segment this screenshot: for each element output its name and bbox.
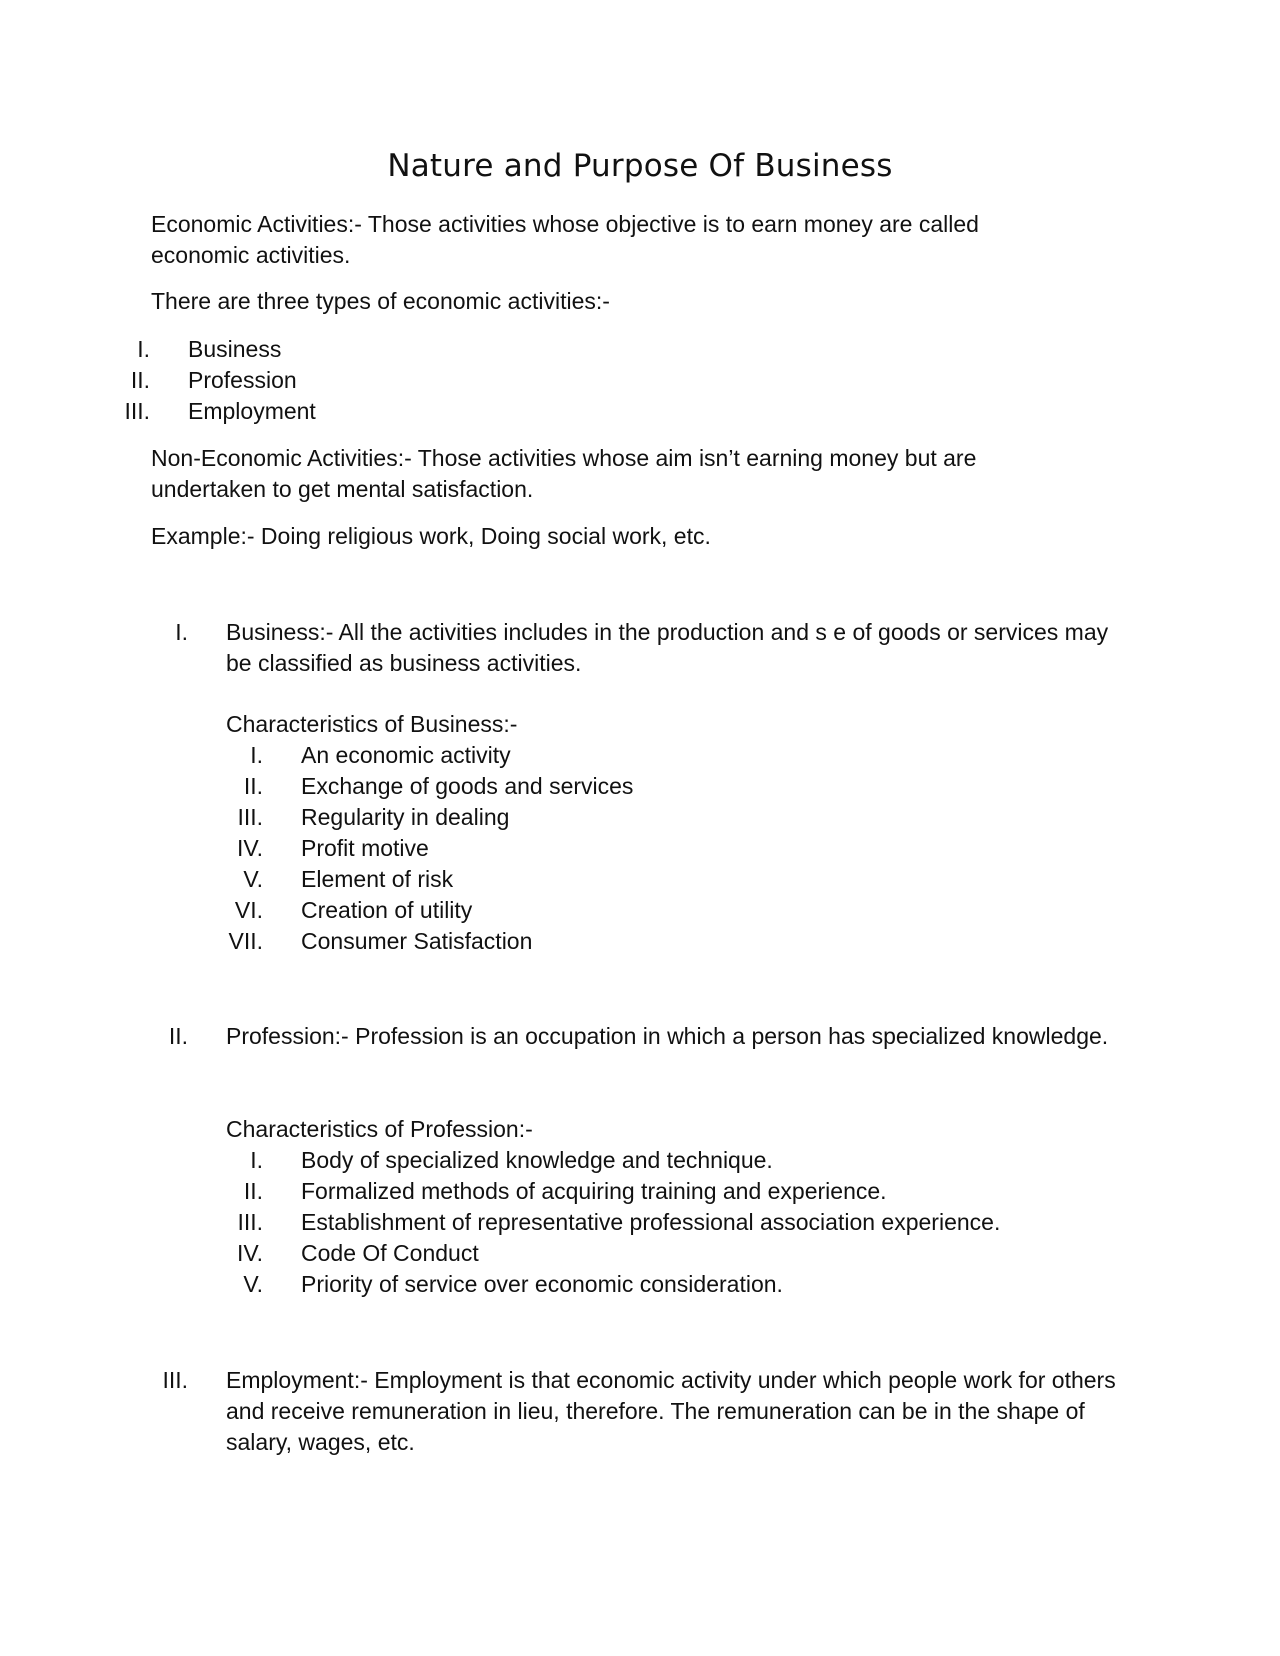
list-number: I. <box>137 336 150 362</box>
list-number: VII. <box>228 928 263 954</box>
list-text: Profit motive <box>301 835 429 861</box>
list-text: Regularity in dealing <box>301 804 510 830</box>
list-text: Establishment of representative professional association experience. <box>301 1209 1001 1235</box>
list-text: Creation of utility <box>301 897 473 923</box>
list-text: An economic activity <box>301 742 511 768</box>
section-text: Employment:- Employment is that economic activity under which people work for others and receive remuneration in lieu, therefore. The remuneration can be in the shape of salary, wages, etc. <box>226 1367 1116 1455</box>
list-text: Exchange of goods and services <box>301 773 634 799</box>
list-number: III. <box>237 804 263 830</box>
list-number: V. <box>243 866 263 892</box>
section-number: II. <box>168 1023 188 1049</box>
list-text: Priority of service over economic consideration. <box>301 1271 783 1297</box>
list-text: Business <box>188 336 282 362</box>
list-number: III. <box>237 1209 263 1235</box>
list-text: Body of specialized knowledge and technique. <box>301 1147 773 1173</box>
list-number: IV. <box>236 1240 263 1266</box>
list-number: II. <box>243 1178 263 1204</box>
section-number: III. <box>162 1367 188 1393</box>
list-number: IV. <box>236 835 263 861</box>
list-text: Formalized methods of acquiring training and experience. <box>301 1178 887 1204</box>
list-number: III. <box>124 398 150 424</box>
non-economic-paragraph: Non-Economic Activities:- Those activities whose aim isn’t earning money but are undertaken to get mental satisfaction. <box>151 445 977 502</box>
list-number: II. <box>243 773 263 799</box>
section-text: Business:- All the activities includes in the production and s e of goods or services may be classified as business activities. <box>226 619 1109 676</box>
list-text: Profession <box>188 367 297 393</box>
list-text: Element of risk <box>301 866 454 892</box>
section-number: I. <box>175 619 188 645</box>
list-number: V. <box>243 1271 263 1297</box>
list-number: VI. <box>234 897 263 923</box>
section-text: Profession:- Profession is an occupation in which a person has specialized knowledge. <box>226 1023 1109 1049</box>
economic-activities-paragraph: Economic Activities:- Those activities whose objective is to earn money are called economic activities. <box>151 211 979 268</box>
list-text: Consumer Satisfaction <box>301 928 533 954</box>
example-paragraph: Example:- Doing religious work, Doing social work, etc. <box>151 523 711 549</box>
list-number: I. <box>250 742 263 768</box>
list-text: Code Of Conduct <box>301 1240 479 1266</box>
list-number: II. <box>130 367 150 393</box>
page-title: Nature and Purpose Of Business <box>387 148 893 184</box>
three-types-intro: There are three types of economic activities:- <box>151 288 610 314</box>
business-characteristics-heading: Characteristics of Business:- <box>226 711 518 737</box>
list-text: Employment <box>188 398 316 424</box>
profession-characteristics-heading: Characteristics of Profession:- <box>226 1116 533 1142</box>
list-number: I. <box>250 1147 263 1173</box>
